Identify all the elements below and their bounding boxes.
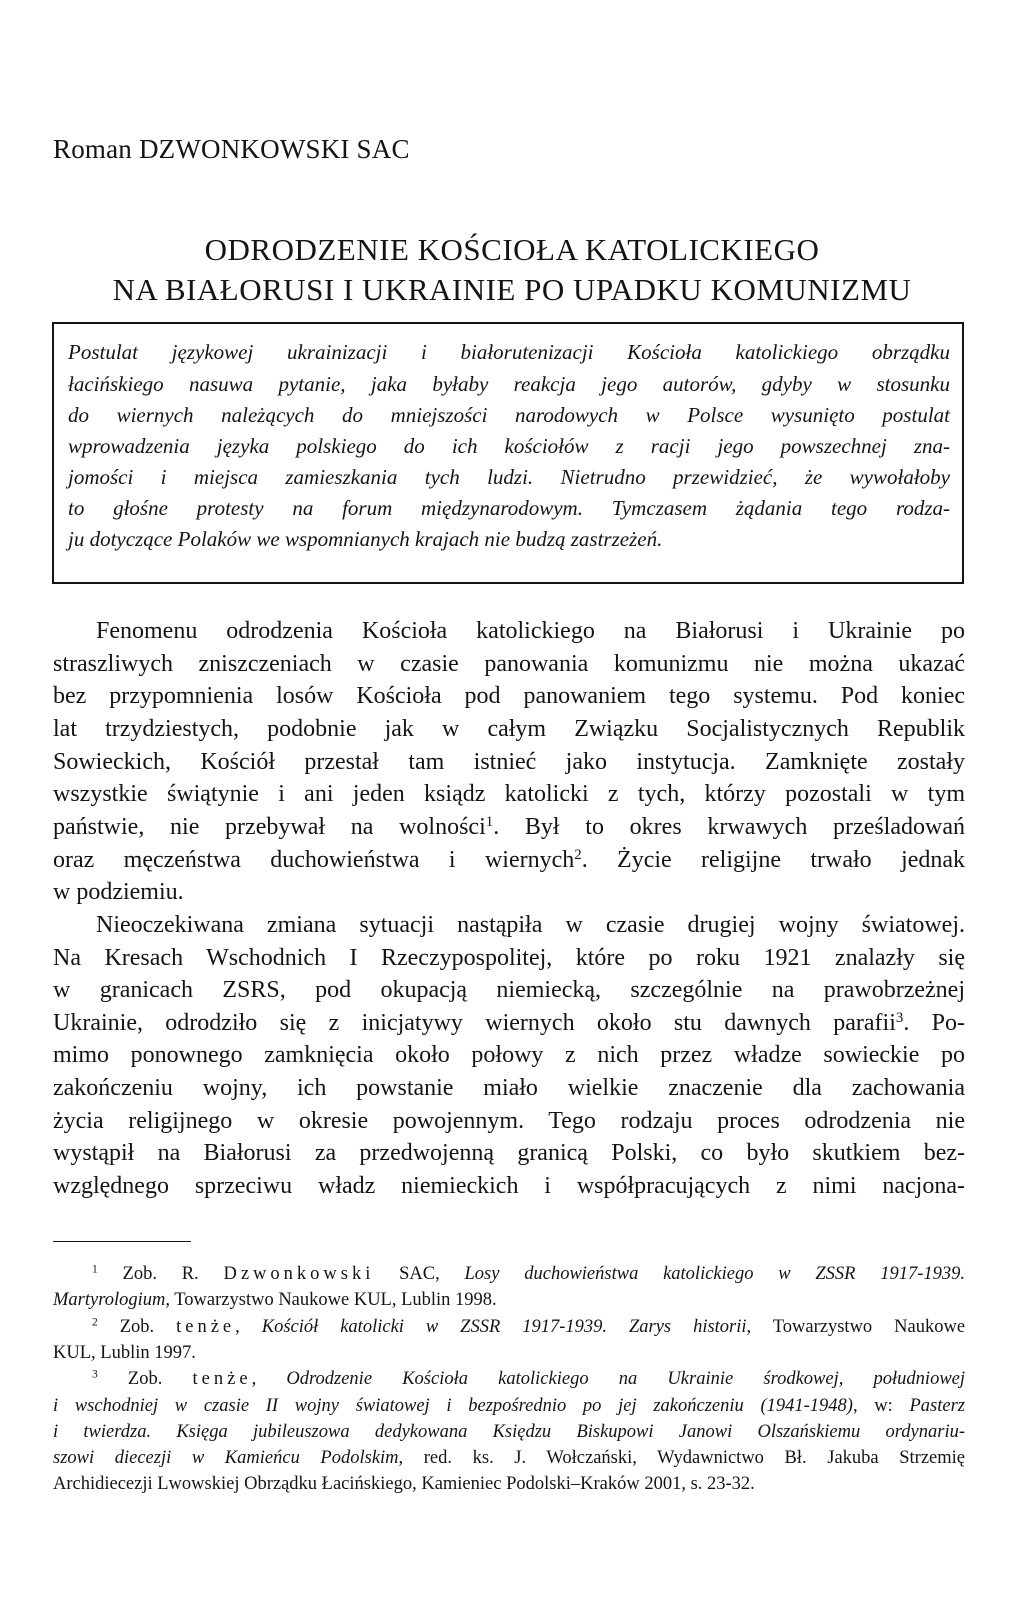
footnote-3: $^3$ Zob. tenże, Odrodzenie Kościoła katolickiego na Ukrainie środkowej, południowej xyxy=(92,1368,966,1389)
footnote-2-cont: KUL, Lublin 1997. xyxy=(53,1343,196,1363)
abstract-line: jomości i miejsca zamieszkania tych ludzi. Nietrudno przewidzieć, że wywołałoby xyxy=(68,465,950,489)
footnote-ref[interactable]: 2 xyxy=(574,846,582,863)
footnote-3-cont: i wschodniej w czasie II wojny światowej i bezpośrednio po jej zakończeniu (1941-1948), w: Pasterz xyxy=(53,1396,965,1416)
footnote-divider xyxy=(53,1241,191,1242)
abstract-line: do wiernych należących do mniejszości narodowych w Polsce wysunięto postulat xyxy=(68,403,950,427)
author-name: Roman DZWONKOWSKI SAC xyxy=(53,134,410,164)
footnote-3-cont: Archidiecezji Lwowskiej Obrządku Łacińskiego, Kamieniec Podolski–Kraków 2001, s. 23-32. xyxy=(53,1474,755,1494)
paragraph-line: oraz męczeństwa duchowieństwa i wiernych$^2$. Życie religijne trwało jednak xyxy=(53,846,965,873)
paragraph-line: straszliwych zniszczeniach w czasie panowania komunizmu nie można ukazać xyxy=(53,651,965,677)
paragraph-line: bez przypomnienia losów Kościoła pod panowaniem tego systemu. Pod koniec xyxy=(53,683,965,709)
abstract-line: wprowadzenia języka polskiego do ich kościołów z racji jego powszechnej zna- xyxy=(68,434,950,458)
abstract-line: łacińskiego nasuwa pytanie, jaka byłaby reakcja jego autorów, gdyby w stosunku xyxy=(68,372,950,396)
paragraph-line: Na Kresach Wschodnich I Rzeczypospolitej, które po roku 1921 znalazły się xyxy=(53,945,965,971)
paragraph-line: mimo ponownego zamknięcia około połowy z nich przez władze sowieckie po xyxy=(53,1042,965,1068)
footnote-3-cont: i twierdza. Księga jubileuszowa dedykowana Księdzu Biskupowi Janowi Olszańskiemu ordynariu- xyxy=(53,1422,965,1442)
paragraph-line: Fenomenu odrodzenia Kościoła katolickiego na Białorusi i Ukrainie po xyxy=(96,618,965,644)
article-title-line-1: ODRODZENIE KOŚCIOŁA KATOLICKIEGO xyxy=(204,232,820,267)
paragraph-line: w podziemiu. xyxy=(53,879,184,905)
abstract-line: to głośne protesty na forum międzynarodowym. Tymczasem żądania tego rodza- xyxy=(68,496,950,520)
paragraph-line: względnego sprzeciwu władz niemieckich i współpracujących z nimi nacjona- xyxy=(53,1173,965,1199)
paragraph-line: Sowieckich, Kościół przestał tam istnieć jako instytucja. Zamknięte zostały xyxy=(53,749,965,775)
footnote-2: $^2$ Zob. tenże, Kościół katolicki w ZSSR 1917-1939. Zarys historii, Towarzystwo Naukowe xyxy=(92,1316,966,1337)
paragraph-line: państwie, nie przebywał na wolności$^1$. Był to okres krwawych prześladowań xyxy=(53,813,965,840)
article-title-line-2: NA BIAŁORUSI I UKRAINIE PO UPADKU KOMUNIZMU xyxy=(112,272,912,307)
footnote-1: $^1$ Zob. R. Dzwonkowski SAC, Losy duchowieństwa katolickiego w ZSSR 1917-1939. xyxy=(92,1263,966,1284)
abstract-line: Postulat językowej ukrainizacji i białorutenizacji Kościoła katolickiego obrządku xyxy=(68,340,950,364)
paragraph-line: wystąpił na Białorusi za przedwojenną granicą Polski, co było skutkiem bez- xyxy=(53,1140,965,1166)
footnote-ref[interactable]: 3 xyxy=(895,1009,904,1026)
paragraph-line: lat trzydziestych, podobnie jak w całym Związku Socjalistycznych Republik xyxy=(53,716,965,742)
paragraph-line: Nieoczekiwana zmiana sytuacji nastąpiła w czasie drugiej wojny światowej. xyxy=(96,912,965,938)
paragraph-line: w granicach ZSRS, pod okupacją niemiecką, szczególnie na prawobrzeżnej xyxy=(53,977,965,1003)
abstract-box xyxy=(52,322,964,584)
paragraph-line: Ukrainie, odrodziło się z inicjatywy wiernych około stu dawnych parafii$^3$. Po- xyxy=(53,1009,965,1036)
footnote-ref[interactable]: 1 xyxy=(485,813,494,830)
paragraph-line: wszystkie świątynie i ani jeden ksiądz katolicki z tych, którzy pozostali w tym xyxy=(53,781,965,807)
footnote-1-cont: Martyrologium, Towarzystwo Naukowe KUL, Lublin 1998. xyxy=(53,1290,497,1310)
abstract-line: ju dotyczące Polaków we wspomnianych krajach nie budzą zastrzeżeń. xyxy=(68,527,663,551)
paragraph-line: zakończeniu wojny, ich powstanie miało wielkie znaczenie dla zachowania xyxy=(53,1075,965,1101)
paragraph-line: życia religijnego w okresie powojennym. Tego rodzaju proces odrodzenia nie xyxy=(53,1108,965,1134)
footnote-3-cont: szowi diecezji w Kamieńcu Podolskim, red. ks. J. Wołczański, Wydawnictwo Bł. Jakuba Strzemię xyxy=(53,1448,965,1468)
